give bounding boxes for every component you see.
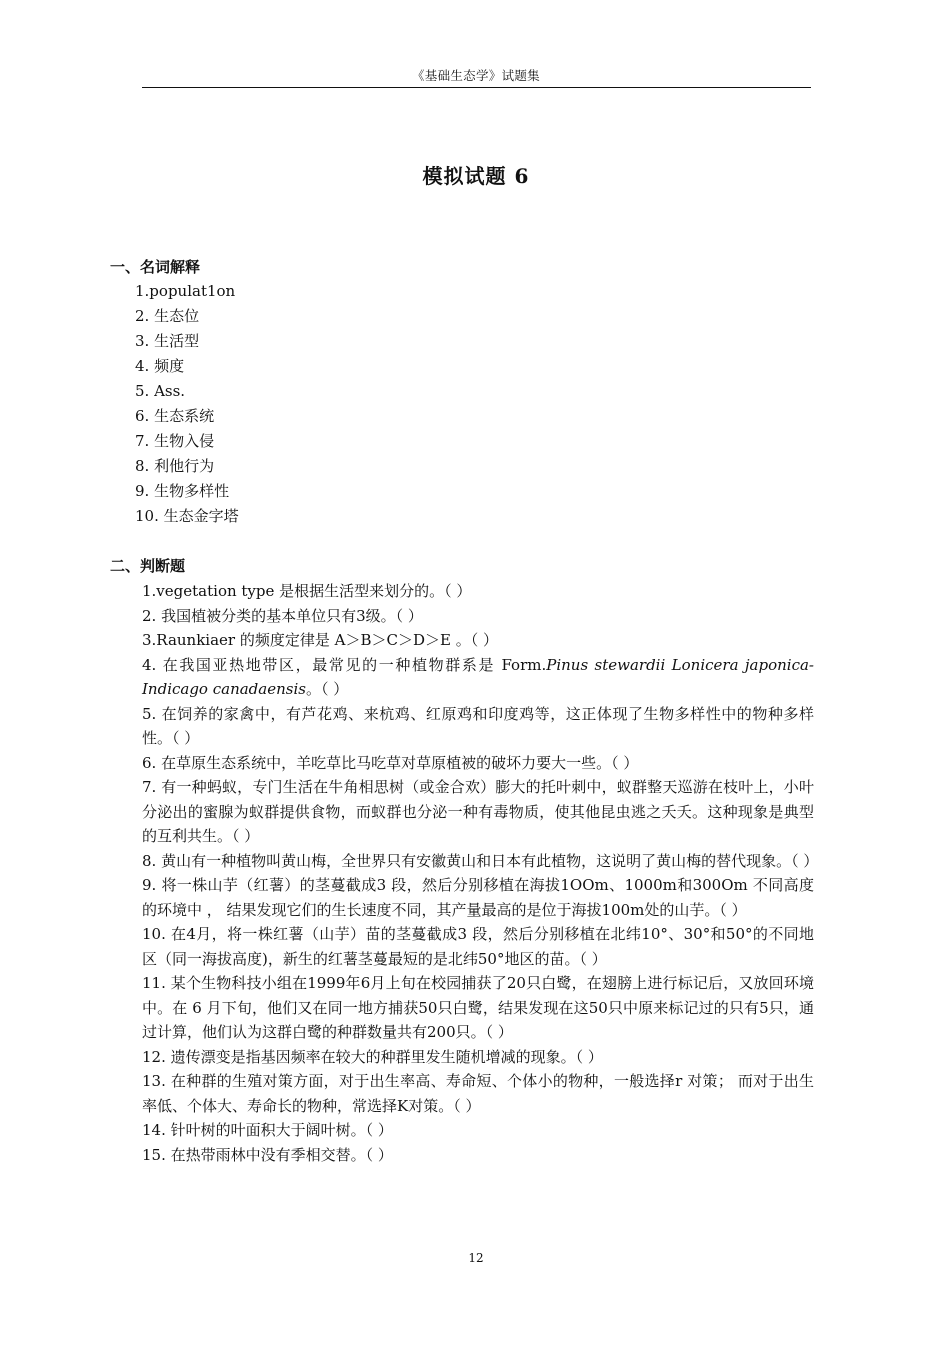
question-item: 3.Raunkiaer 的频度定律是 A＞B＞C＞D＞E 。（ ） bbox=[142, 631, 498, 649]
list-item: 6. 生态系统 bbox=[135, 407, 215, 425]
question-item: 15. 在热带雨林中没有季相交替。（ ） bbox=[142, 1145, 393, 1164]
question-item bbox=[142, 653, 814, 702]
running-header: 《基础生态学》试题集 bbox=[411, 68, 540, 83]
page-number: 12 bbox=[468, 1251, 484, 1265]
list-item: 4. 频度 bbox=[135, 357, 185, 375]
section-heading-definitions: 一、名词解释 bbox=[110, 258, 201, 276]
list-item: 5. Ass. bbox=[135, 382, 186, 400]
question-item: 5. 在饲养的家禽中，有芦花鸡、来杭鸡、红原鸡和印度鸡等，这正体现了生物多样性中的物种多样性。（ ） bbox=[142, 704, 814, 747]
question-item: 9. 将一株山芋（红薯）的茎蔓截成3 段，然后分别移植在海拔1OOm、1000m和300Om 不同高度的环境中 ， 结果发现它们的生长速度不同，其产量最高的是位于海拔100m处的山芋。（ ） bbox=[142, 876, 814, 919]
section-heading-true-false: 二、判断题 bbox=[110, 557, 186, 575]
question-item: 2. 我国植被分类的基本单位只有3级。（ ） bbox=[142, 606, 423, 625]
header-rule bbox=[142, 87, 811, 88]
latin-binomial: Pinus stewardii Lonicera japonica-Indicago canadaensis bbox=[142, 655, 814, 698]
list-item: 7. 生物入侵 bbox=[135, 432, 215, 450]
list-item: 2. 生态位 bbox=[135, 307, 200, 325]
list-item: 10. 生态金字塔 bbox=[135, 507, 239, 525]
question-item: 14. 针叶树的叶面积大于阔叶树。（ ） bbox=[142, 1121, 393, 1139]
question-text: 4. 在我国亚热地带区，最常见的一种植物群系是 Form. bbox=[142, 655, 547, 674]
question-item: 12. 遗传漂变是指基因频率在较大的种群里发生随机增减的现象。（ ） bbox=[142, 1047, 603, 1066]
question-item: 11. 某个生物科技小组在1999年6月上旬在校园捕获了20只白鹭，在翅膀上进行标记后，又放回环境中。在 6 月下旬，他们又在同一地方捕获50只白鹭，结果发现在这50只中原来标记过的只有5只，通过计算，他们认为这群白鹭的种群数量共有200只。（ ） bbox=[142, 974, 814, 1041]
list-item: 8. 利他行为 bbox=[135, 457, 215, 475]
definitions-list bbox=[135, 279, 239, 529]
question-item: 13. 在种群的生殖对策方面，对于出生率高、寿命短、个体小的物种，一般选择r 对策； 而对于出生率低、个体大、寿命长的物种，常选择K对策。（ ） bbox=[142, 1072, 814, 1115]
answer-blank: 。（ ） bbox=[305, 680, 349, 698]
page-title: 模拟试题 6 bbox=[422, 164, 530, 188]
question-item: 7. 有一种蚂蚁，专门生活在牛角相思树（或金合欢）膨大的托叶刺中，蚁群整天巡游在枝叶上，小叶分泌出的蜜腺为蚁群提供食物，而蚁群也分泌一种有毒物质，使其他昆虫逃之夭夭。这种现象是典型的互利共生。（ ） bbox=[142, 778, 814, 845]
question-item: 8. 黄山有一种植物叫黄山梅，全世界只有安徽黄山和日本有此植物，这说明了黄山梅的替代现象。（ ） bbox=[142, 851, 819, 870]
question-item: 6. 在草原生态系统中，羊吃草比马吃草对草原植被的破坏力要大一些。（ ） bbox=[142, 753, 639, 772]
list-item: 9. 生物多样性 bbox=[135, 482, 230, 500]
true-false-question-list bbox=[142, 579, 819, 1167]
question-item: 10. 在4月，将一株红薯（山芋）苗的茎蔓截成3 段，然后分别移植在北纬10°、30°和50°的不同地区（同一海拔高度)，新生的红薯茎蔓最短的是北纬50°地区的苗。（ ） bbox=[142, 925, 814, 968]
question-item: 1.vegetation type 是根据生活型来划分的。（ ） bbox=[142, 582, 472, 600]
list-item: 3. 生活型 bbox=[135, 332, 200, 350]
list-item: 1.populat1on bbox=[135, 282, 236, 300]
